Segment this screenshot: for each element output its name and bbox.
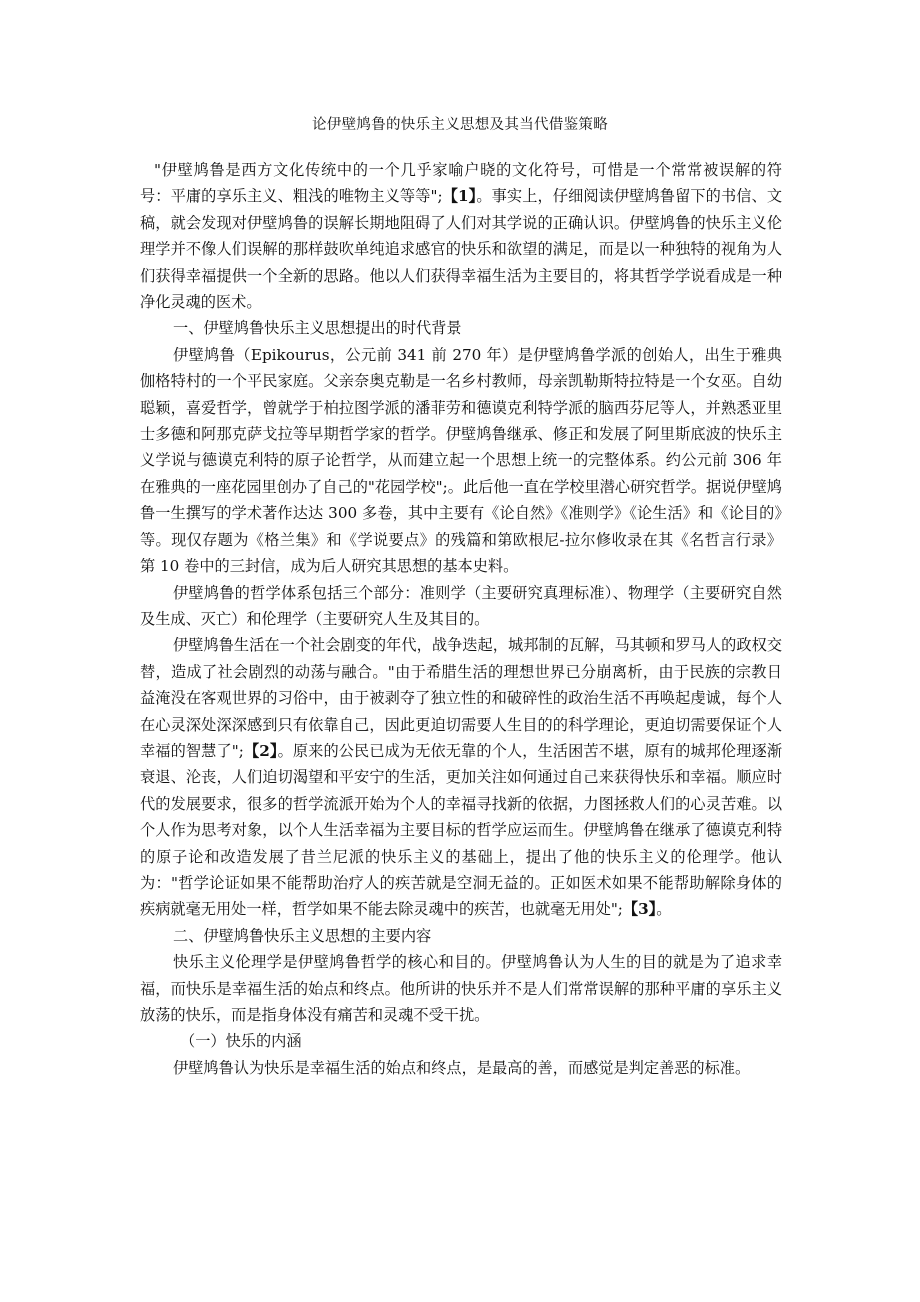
paragraph-pleasure-definition: 伊壁鸠鲁认为快乐是幸福生活的始点和终点，是最高的善，而感觉是判定善恶的标准。 — [173, 1058, 751, 1077]
reference-marker-3: 【3】 — [622, 900, 657, 919]
paragraph-historical-context — [140, 632, 782, 922]
section-heading-1: 一、伊壁鸠鲁快乐主义思想提出的时代背景 — [173, 319, 462, 338]
paragraph-main-content: 快乐主义伦理学是伊壁鸠鲁哲学的核心和目的。伊壁鸠鲁认为人生的目的就是为了追求幸福，而快乐是幸福生活的始点和终点。他所讲的快乐并不是人们常常误解的那种平庸的享乐主义放荡的快乐，而是指身体没有痛苦和灵魂不受干扰。 — [140, 953, 782, 1024]
section-heading-2: 二、伊壁鸠鲁快乐主义思想的主要内容 — [173, 926, 432, 945]
paragraph-philosophy-system: 伊壁鸠鲁的哲学体系包括三个部分：准则学（主要研究真理标准）、物理学（主要研究自然及生成、灭亡）和伦理学（主要研究人生及其目的。 — [140, 583, 782, 628]
subsection-heading-1: （一）快乐的内涵 — [180, 1032, 302, 1051]
reference-marker-1: 【1】 — [442, 187, 477, 206]
paragraph-intro-text-continued: 。事实上，仔细阅读伊壁鸠鲁留下的书信、文稿，就会发现对伊壁鸠鲁的误解长期地阻碍了人们对其学说的正确认识。伊壁鸠鲁的快乐主义伦理学并不像人们误解的那样鼓吹单纯追求感官的快乐和欲望的满足，而是以一种独特的视角为人们获得幸福提供一个全新的思路。他以人们获得幸福生活为主要目的，将其哲学学说看成是一种净化灵魂的医术。 — [140, 187, 783, 312]
reference-marker-2: 【2】 — [243, 741, 278, 760]
paragraph-intro — [140, 157, 782, 315]
paragraph-intro-text: "伊壁鸠鲁是西方文化传统中的一个几乎家喻户晓的文化符号，可惜是一个常常被误解的符号：平庸的享乐主义、粗浅的唯物主义等等"; — [140, 161, 782, 206]
document-title: 论伊壁鸠鲁的快乐主义思想及其当代借鉴策略 — [312, 117, 608, 133]
paragraph-context-text-continued: 。原来的公民已成为无依无靠的个人，生活困苦不堪，原有的城邦伦理逐渐衰退、沦丧，人们迫切渴望和平安宁的生活，更加关注如何通过自己来获得快乐和幸福。顺应时代的发展要求，很多的哲学流派开始为个人的幸福寻找新的依据，力图拯救人们的心灵苦难。以个人作为思考对象，以个人生活幸福为主要目标的哲学应运而生。伊壁鸠鲁在继承了德谟克利特的原子论和改造发展了昔兰尼派的快乐主义的基础上，提出了他的快乐主义的伦理学。他认为："哲学论证如果不能帮助治疗人的疾苦就是空洞无益的。正如医术如果不能帮助解除身体的疾病就毫无用处一样，哲学如果不能去除灵魂中的疾苦，也就毫无用处"; — [140, 741, 783, 919]
paragraph-context-text-end: 。 — [656, 900, 672, 919]
paragraph-biography: 伊壁鸠鲁（Epikourus，公元前 341 前 270 年）是伊壁鸠鲁学派的创始人，出生于雅典伽格特村的一个平民家庭。父亲奈奥克勒是一名乡村教师，母亲凯勒斯特拉特是一个女巫。自幼聪颖，喜爱哲学，曾就学于柏拉图学派的潘菲劳和德谟克利特学派的脑西芬尼等人，并熟悉亚里士多德和阿那克萨戈拉等早期哲学家的哲学。伊壁鸠鲁继承、修正和发展了阿里斯底波的快乐主义学说与德谟克利特的原子论哲学，从而建立起一个思想上统一的完整体系。约公元前 306 年在雅典的一座花园里创办了自己的"花园学校";。此后他一直在学校里潜心研究哲学。据说伊壁鸠鲁一生撰写的学术著作达达 300 多卷，其中主要有《论自然》《准则学》《论生活》和《论目的》等。现仅存题为《格兰集》和《学说要点》的残篇和第欧根尼-拉尔修收录在其《名哲言行录》第 10 卷中的三封信，成为后人研究其思想的基本史料。 — [140, 345, 782, 576]
paragraph-context-text: 伊壁鸠鲁生活在一个社会剧变的年代，战争迭起，城邦制的瓦解，马其顿和罗马人的政权交替，造成了社会剧烈的动荡与融合。"由于希腊生活的理想世界已分崩离析，由于民族的宗教日益淹没在客观世界的习俗中，由于被剥夺了独立性的和破碎性的政治生活不再唤起虔诚，每个人在心灵深处深深感到只有依靠自己，因此更迫切需要人生目的的科学理论，更迫切需要保证个人幸福的智慧了"; — [140, 636, 782, 760]
document-body — [140, 157, 782, 1081]
